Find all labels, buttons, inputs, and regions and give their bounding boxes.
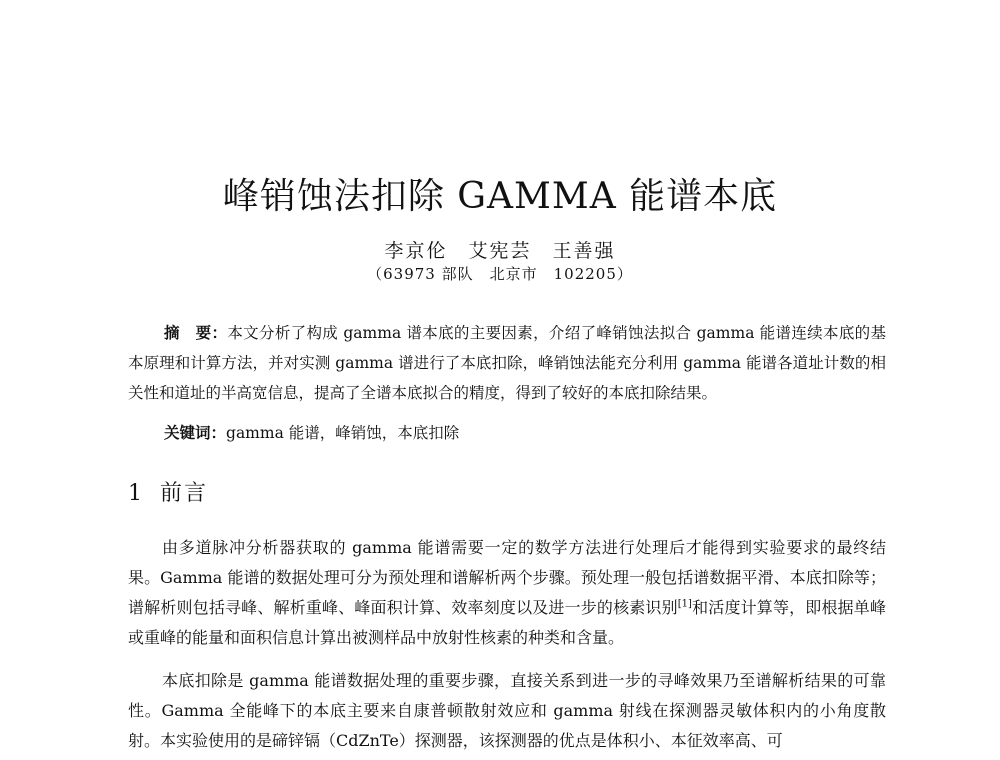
keywords-label: 关键词： <box>164 424 227 442</box>
author-list: 李京伦 艾宪芸 王善强 <box>384 240 616 262</box>
section-title: 前言 <box>160 481 209 506</box>
citation-ref[interactable]: [1] <box>677 598 692 610</box>
paragraph-1-text-cont: 和活度计算等，即根据单峰或重峰的能量和面积信息计算出被测样品中放射性核素的种类和含量。 <box>128 598 886 647</box>
abstract <box>128 318 886 408</box>
section-heading <box>128 476 208 507</box>
keywords-text: gamma 能谱，峰销蚀，本底扣除 <box>226 424 460 442</box>
keywords <box>164 420 886 446</box>
paper-title: 峰销蚀法扣除 GAMMA 能谱本底 <box>222 176 778 217</box>
section-number: 1 <box>128 481 144 506</box>
abstract-text: 本文分析了构成 gamma 谱本底的主要因素，介绍了峰销蚀法拟合 gamma 能谱连续本底的基本原理和计算方法，并对实测 gamma 谱进行了本底扣除，峰销蚀法能充分利用 gamma 能谱各道址计数的相关性和道址的半高宽信息，提高了全谱本底拟合的精度，得到了较好的本底扣除结果。 <box>128 324 886 402</box>
paragraph-1-text: 由多道脉冲分析器获取的 gamma 能谱需要一定的数学方法进行处理后才能得到实验要求的最终结果。Gamma 能谱的数据处理可分为预处理和谱解析两个步骤。预处理一般包括谱数据平滑、本底扣除等；谱解析则包括寻峰、解析重峰、峰面积计算、效率刻度以及进一步的核素识别 <box>128 538 886 617</box>
abstract-label: 摘 要： <box>164 324 228 342</box>
paragraph-2-text: 本底扣除是 gamma 能谱数据处理的重要步骤，直接关系到进一步的寻峰效果乃至谱解析结果的可靠性。Gamma 全能峰下的本底主要来自康普顿散射效应和 gamma 射线在探测器灵敏体积内的小角度散射。本实验使用的是碲锌镉（CdZnTe）探测器，该探测器的优点是体积小、本征效率高、可 <box>128 671 886 750</box>
body-paragraph-1 <box>128 533 886 653</box>
affiliation: （63973 部队 北京市 102205） <box>367 265 633 283</box>
body-paragraph-2 <box>128 666 886 756</box>
